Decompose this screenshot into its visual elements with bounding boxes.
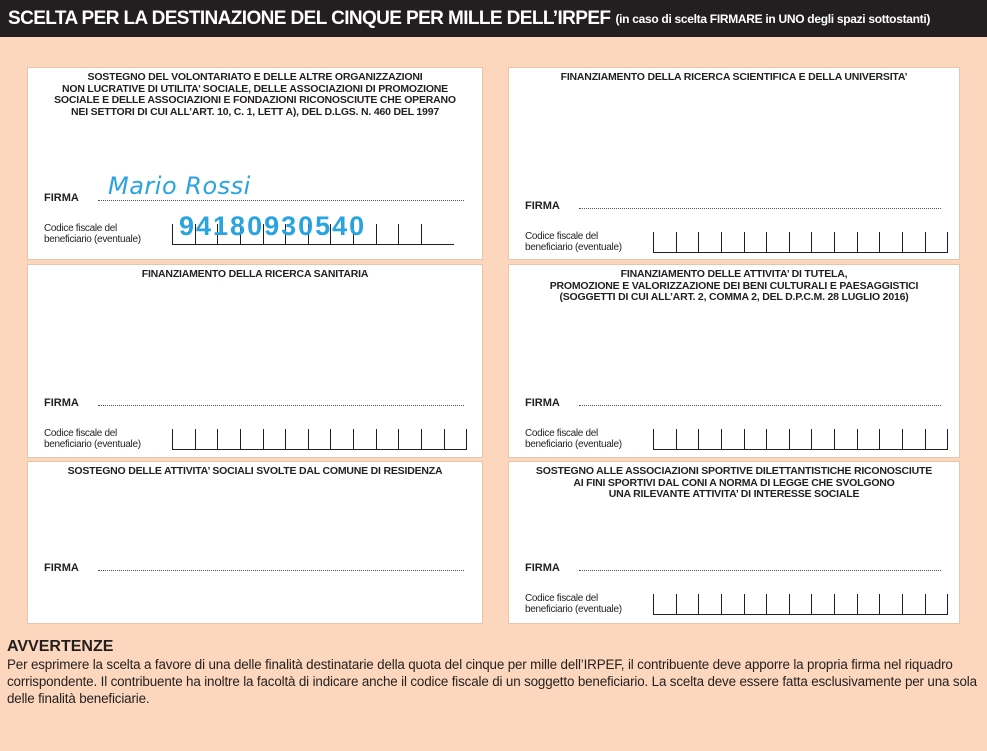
firma-label: FIRMA	[525, 562, 560, 574]
signature-field[interactable]	[44, 558, 464, 574]
cf-cell	[880, 232, 903, 252]
codice-fiscale-field[interactable]	[525, 227, 948, 253]
cf-cell	[858, 232, 881, 252]
signature-handwritten: Mario Rossi	[108, 172, 251, 200]
box-beni-culturali	[508, 264, 960, 458]
form-instruction: (in caso di scelta FIRMARE in UNO degli spazi sottostanti)	[615, 11, 931, 26]
box-title: SOSTEGNO DEL VOLONTARIATO E DELLE ALTRE ORGANIZZAZIONI NON LUCRATIVE DI UTILITA’ SOCIALE, DELLE ASSOCIAZIONI DI PROMOZIONE SOCIALE E DELLE ASSOCIAZIONI E FONDAZIONI RICONOSCIUTE CHE OPERANO NEI SETTORI DI CUI ALL’ART. 10, C. 1, LETT A), DEL D.LGS. N. 460 DEL 1997	[54, 71, 456, 118]
cf-cell	[903, 429, 926, 449]
cf-cell	[699, 232, 722, 252]
cf-cell	[790, 232, 813, 252]
firma-label: FIRMA	[525, 200, 560, 212]
cf-cell	[767, 594, 790, 614]
codice-fiscale-label: Codice fiscale del beneficiario (eventuale)	[44, 223, 141, 245]
signature-field[interactable]	[44, 393, 464, 409]
cf-cell	[835, 594, 858, 614]
cf-cell	[903, 594, 926, 614]
cf-cell	[880, 429, 903, 449]
signature-line[interactable]	[98, 395, 464, 406]
cf-cell	[218, 429, 241, 449]
signature-field[interactable]	[525, 558, 941, 574]
cf-cell	[812, 429, 835, 449]
cf-cell	[196, 429, 219, 449]
codice-fiscale-label: Codice fiscale del beneficiario (eventuale)	[525, 593, 622, 615]
avvertenze-text: Per esprimere la scelta a favore di una delle finalità destinatarie della quota del cinque per mille dell’IRPEF, il contribuente deve apporre la propria firma nel riquadro corrispondente. Il contribuente ha inoltre la facoltà di indicare anche il codice fiscale di un soggetto beneficiario. La scelta deve essere fatta esclusivamente per una sola delle finalità beneficiarie.	[7, 657, 977, 706]
codice-fiscale-field[interactable]	[525, 424, 948, 450]
codice-fiscale-value: 94180930540	[179, 211, 367, 241]
cf-cell	[173, 429, 196, 449]
signature-line[interactable]	[579, 395, 941, 406]
signature-line[interactable]	[98, 560, 464, 571]
cf-cell	[790, 429, 813, 449]
codice-fiscale-field[interactable]	[525, 589, 948, 615]
box-title: FINANZIAMENTO DELLA RICERCA SCIENTIFICA E DELLA UNIVERSITA’	[560, 71, 908, 83]
cf-cell	[926, 429, 949, 449]
cf-cell	[835, 429, 858, 449]
box-ricerca-scientifica	[508, 67, 960, 260]
cf-cell	[699, 429, 722, 449]
codice-fiscale-grid[interactable]	[653, 594, 948, 615]
codice-fiscale-field[interactable]	[44, 424, 467, 450]
signature-line[interactable]	[579, 198, 941, 209]
firma-label: FIRMA	[525, 397, 560, 409]
box-title: SOSTEGNO DELLE ATTIVITA’ SOCIALI SVOLTE DAL COMUNE DI RESIDENZA	[67, 465, 443, 477]
cf-cell	[377, 224, 400, 244]
cf-cell	[722, 594, 745, 614]
cf-cell	[399, 429, 422, 449]
codice-fiscale-label: Codice fiscale del beneficiario (eventuale)	[525, 231, 622, 253]
cf-cell	[812, 232, 835, 252]
cf-cell	[699, 594, 722, 614]
cf-cell	[745, 232, 768, 252]
cf-cell	[677, 429, 700, 449]
firma-label: FIRMA	[44, 192, 79, 204]
box-comune-residenza	[27, 461, 483, 624]
cf-cell	[745, 594, 768, 614]
signature-field[interactable]	[525, 196, 941, 212]
form-title: SCELTA PER LA DESTINAZIONE DEL CINQUE PER MILLE DELL’IRPEF	[8, 7, 611, 29]
cf-cell	[422, 429, 445, 449]
codice-fiscale-field[interactable]	[44, 211, 454, 245]
cf-cell	[331, 429, 354, 449]
cf-cell	[445, 429, 468, 449]
cf-cell	[286, 429, 309, 449]
box-title: SOSTEGNO ALLE ASSOCIAZIONI SPORTIVE DILETTANTISTICHE RICONOSCIUTE AI FINI SPORTIVI DAL CONI A NORMA DI LEGGE CHE SVOLGONO UNA RILEVANTE ATTIVITA’ DI INTERESSE SOCIALE	[535, 465, 933, 500]
cf-cell	[835, 232, 858, 252]
signature-field[interactable]	[525, 393, 941, 409]
cf-cell	[903, 232, 926, 252]
cf-cell	[858, 594, 881, 614]
cf-cell	[654, 429, 677, 449]
cf-cell	[926, 594, 949, 614]
form-area	[0, 37, 987, 751]
cf-cell	[354, 429, 377, 449]
firma-label: FIRMA	[44, 397, 79, 409]
cf-cell	[767, 429, 790, 449]
cf-cell	[677, 232, 700, 252]
cf-cell	[722, 232, 745, 252]
cf-cell	[241, 429, 264, 449]
box-volontariato	[27, 67, 483, 260]
cf-cell	[722, 429, 745, 449]
cf-cell	[812, 594, 835, 614]
signature-line[interactable]	[98, 190, 464, 201]
codice-fiscale-grid[interactable]	[172, 211, 454, 245]
cf-cell	[399, 224, 422, 244]
box-title: FINANZIAMENTO DELLA RICERCA SANITARIA	[141, 268, 369, 280]
cf-cell	[745, 429, 768, 449]
cf-cell	[654, 594, 677, 614]
signature-field[interactable]	[44, 188, 464, 204]
box-associazioni-sportive	[508, 461, 960, 624]
codice-fiscale-grid[interactable]	[172, 429, 467, 450]
cf-cell	[858, 429, 881, 449]
header-bar	[0, 0, 987, 37]
box-title: FINANZIAMENTO DELLE ATTIVITA’ DI TUTELA, PROMOZIONE E VALORIZZAZIONE DEI BENI CULTURALI E PAESAGGISTICI (SOGGETTI DI CUI ALL’ART. 2, COMMA 2, DEL D.P.C.M. 28 LUGLIO 2016)	[549, 268, 919, 303]
cf-cell	[880, 594, 903, 614]
cf-cell	[767, 232, 790, 252]
cf-cell	[377, 429, 400, 449]
codice-fiscale-label: Codice fiscale del beneficiario (eventuale)	[44, 428, 141, 450]
firma-label: FIRMA	[44, 562, 79, 574]
cf-cell	[654, 232, 677, 252]
codice-fiscale-grid[interactable]	[653, 429, 948, 450]
codice-fiscale-label: Codice fiscale del beneficiario (eventuale)	[525, 428, 622, 450]
cf-cell	[926, 232, 949, 252]
signature-line[interactable]	[579, 560, 941, 571]
codice-fiscale-grid[interactable]	[653, 232, 948, 253]
cf-cell	[309, 429, 332, 449]
avvertenze-title: AVVERTENZE	[7, 638, 114, 655]
cf-cell	[677, 594, 700, 614]
cf-cell	[264, 429, 287, 449]
box-ricerca-sanitaria	[27, 264, 483, 458]
cf-cell	[790, 594, 813, 614]
